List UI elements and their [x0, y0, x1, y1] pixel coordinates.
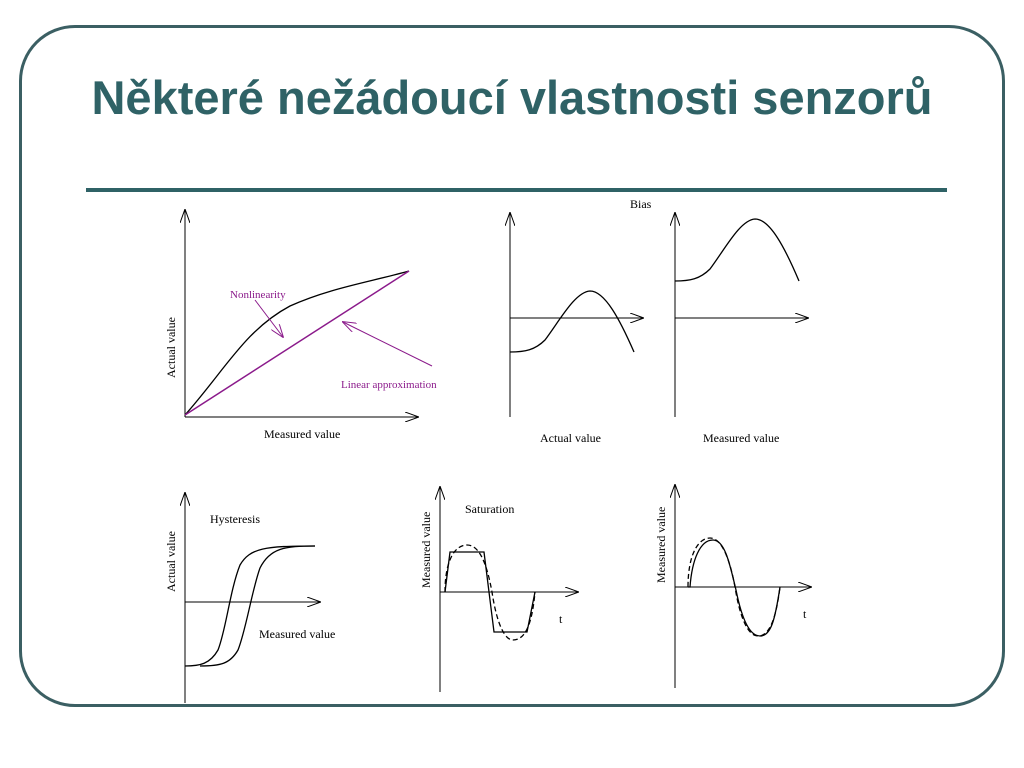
hysteresis-figure	[164, 493, 335, 703]
bias-left-x-label: Actual value	[540, 431, 601, 445]
slide-title: Některé nežádoucí vlastnosti senzorů	[91, 71, 933, 124]
bias-right-x-label: Measured value	[703, 431, 780, 445]
bias-left-curve	[510, 291, 634, 352]
linear-approximation-line	[185, 271, 409, 415]
saturation-title: Saturation	[465, 502, 515, 516]
bias-right-curve	[675, 219, 799, 281]
hysteresis-curve-descending	[200, 546, 315, 666]
dynamic-response-signal	[688, 540, 780, 636]
nonlinearity-x-label: Measured value	[264, 427, 341, 441]
hysteresis-title: Hysteresis	[210, 512, 260, 526]
nonlinearity-arrow	[255, 300, 283, 337]
nonlinearity-label: Nonlinearity	[230, 289, 286, 301]
saturation-figure	[419, 487, 578, 692]
bias-title: Bias	[630, 197, 652, 211]
hysteresis-x-label: Measured value	[259, 627, 336, 641]
linear-approximation-label: Linear approximation	[341, 379, 437, 391]
nonlinearity-y-label: Actual value	[164, 317, 178, 378]
dynamic-figure	[654, 485, 811, 688]
saturation-y-label: Measured value	[419, 511, 433, 588]
dynamic-t-label: t	[803, 607, 807, 621]
linear-approximation-arrow	[343, 322, 432, 366]
saturation-t-label: t	[559, 612, 563, 626]
hysteresis-y-label: Actual value	[164, 531, 178, 592]
bias-figure	[510, 197, 808, 445]
dynamic-y-label: Measured value	[654, 506, 668, 583]
nonlinearity-figure	[164, 210, 437, 441]
